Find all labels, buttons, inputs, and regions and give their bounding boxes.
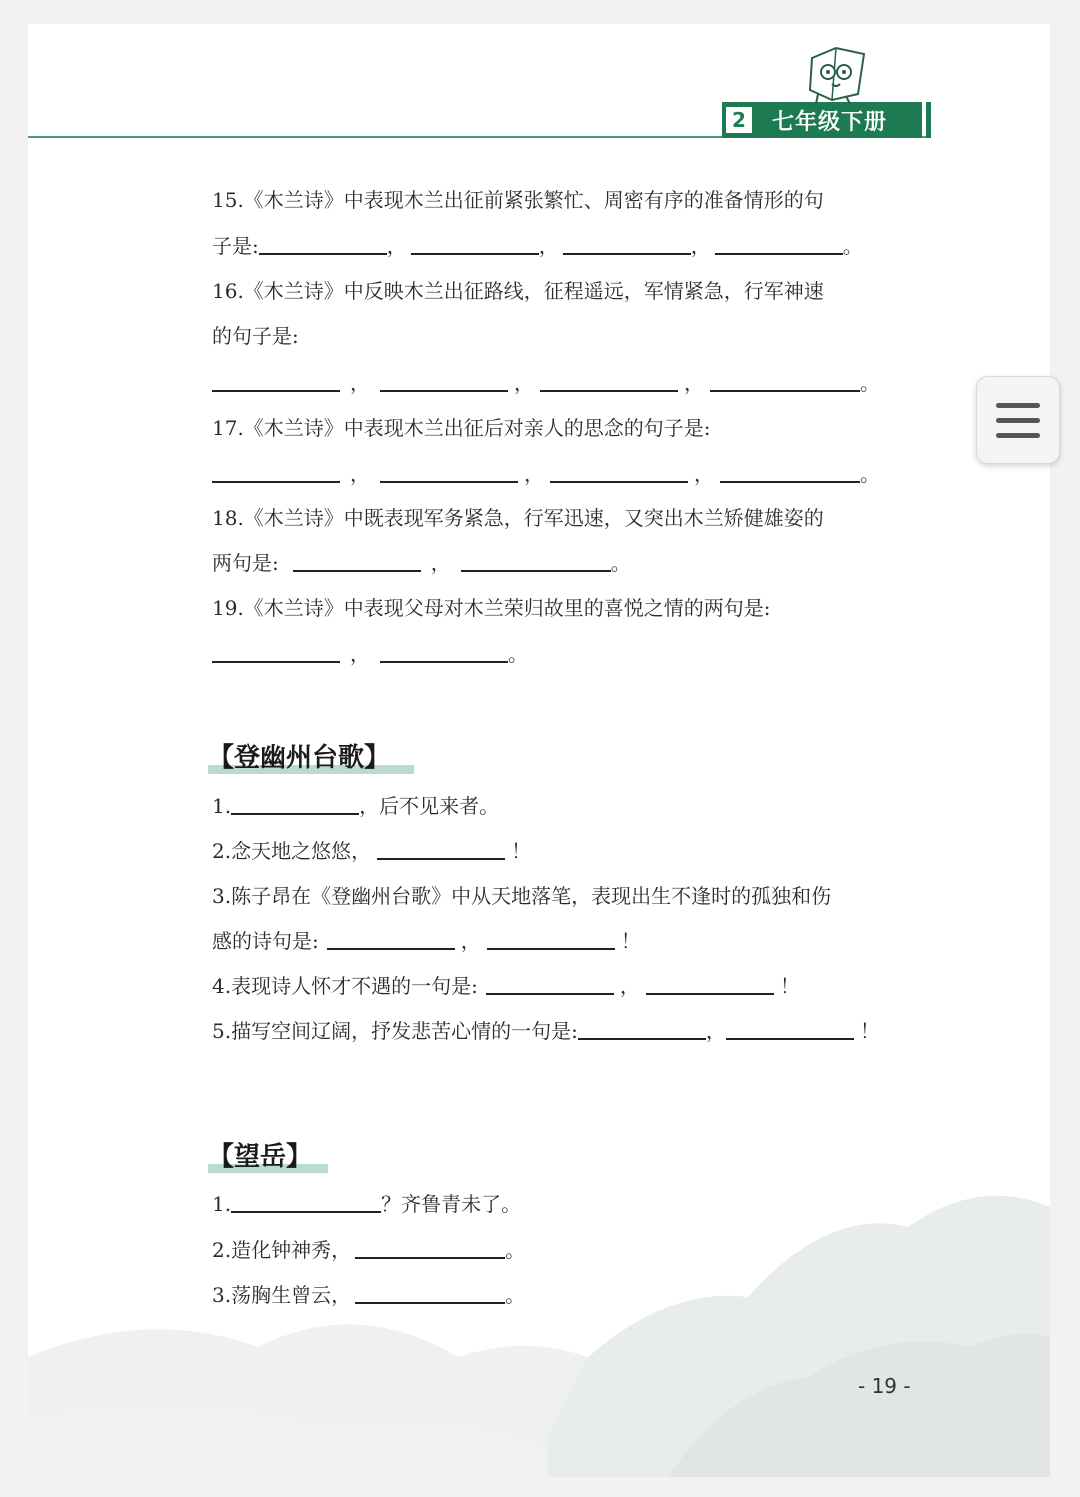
answer-blank[interactable] [377,838,505,860]
answer-blank[interactable] [327,928,455,950]
answer-blank[interactable] [380,641,508,663]
answer-blank[interactable] [710,370,860,392]
question-16-line2: 的句子是: [212,324,299,348]
answer-blank[interactable] [578,1018,706,1040]
answer-blank[interactable] [720,461,860,483]
answer-blank[interactable] [726,1018,854,1040]
hamburger-menu-icon[interactable] [976,376,1060,464]
section2-item-3: 3.荡胸生曾云， 。 [212,1283,526,1307]
answer-blank[interactable] [461,550,611,572]
menu-bar [996,418,1040,423]
section1-item-5: 5.描写空间辽阔，抒发悲苦心情的一句是: ， ！ [212,1019,880,1043]
answer-blank[interactable] [563,233,691,255]
badge-bar [926,102,931,138]
section1-item-4: 4.表现诗人怀才不遇的一句是: ， ！ [212,974,800,998]
badge-title: 七年级下册 [772,109,888,135]
section2-item-1: 1. ？齐鲁青未了。 [212,1192,522,1216]
question-18-line1: 18.《木兰诗》中既表现军务紧急，行军迅速，又突出木兰矫健雄姿的 [212,506,824,530]
question-15-line1: 15.《木兰诗》中表现木兰出征前紧张繁忙、周密有序的准备情形的句 [212,188,824,212]
section1-item-3-line2: 感的诗句是: ， ！ [212,929,641,953]
answer-blank[interactable] [550,461,688,483]
answer-blank[interactable] [646,973,774,995]
mountain-watermark [28,1057,1050,1477]
answer-blank[interactable] [212,641,340,663]
section1-item-2: 2.念天地之悠悠， ！ [212,839,532,863]
answer-blank[interactable] [380,461,518,483]
question-16-line3: ， ， ， 。 [212,369,880,397]
badge-number: 2 [726,107,752,133]
answer-blank[interactable] [355,1237,505,1259]
answer-blank[interactable] [355,1282,505,1304]
answer-blank[interactable] [231,793,359,815]
answer-blank[interactable] [540,370,678,392]
page-number: - 19 - [858,1374,911,1398]
section-title-dengyouzhoutai: 【登幽州台歌】 [208,737,390,774]
question-17-line1: 17.《木兰诗》中表现木兰出征后对亲人的思念的句子是: [212,416,711,440]
section1-item-1: 1. ，后不见来者。 [212,794,500,818]
question-17-line2: ， ， ， 。 [212,460,880,488]
menu-bar [996,403,1040,408]
question-16-line1: 16.《木兰诗》中反映木兰出征路线，征程遥远，军情紧急，行军神速 [212,279,824,303]
question-18-line2: 两句是: ， 。 [212,551,631,575]
question-19-line2: ， 。 [212,640,528,668]
answer-blank[interactable] [715,233,843,255]
answer-blank[interactable] [411,233,539,255]
answer-blank[interactable] [231,1191,381,1213]
answer-blank[interactable] [487,928,615,950]
answer-blank[interactable] [380,370,508,392]
answer-blank[interactable] [259,233,387,255]
worksheet-page [28,24,1050,1477]
answer-blank[interactable] [212,461,340,483]
section-title-wangyue: 【望岳】 [208,1136,312,1173]
answer-blank[interactable] [293,550,421,572]
menu-bar [996,433,1040,438]
question-15-line2: 子是: ， ， ， 。 [212,234,863,258]
book-mascot-icon [806,44,870,106]
section2-item-2: 2.造化钟神秀， 。 [212,1238,526,1262]
section1-item-3-line1: 3.陈子昂在《登幽州台歌》中从天地落笔，表现出生不逢时的孤独和伤 [212,884,832,908]
grade-badge [722,102,922,138]
answer-blank[interactable] [486,973,614,995]
answer-blank[interactable] [212,370,340,392]
question-19-line1: 19.《木兰诗》中表现父母对木兰荣归故里的喜悦之情的两句是: [212,596,771,620]
